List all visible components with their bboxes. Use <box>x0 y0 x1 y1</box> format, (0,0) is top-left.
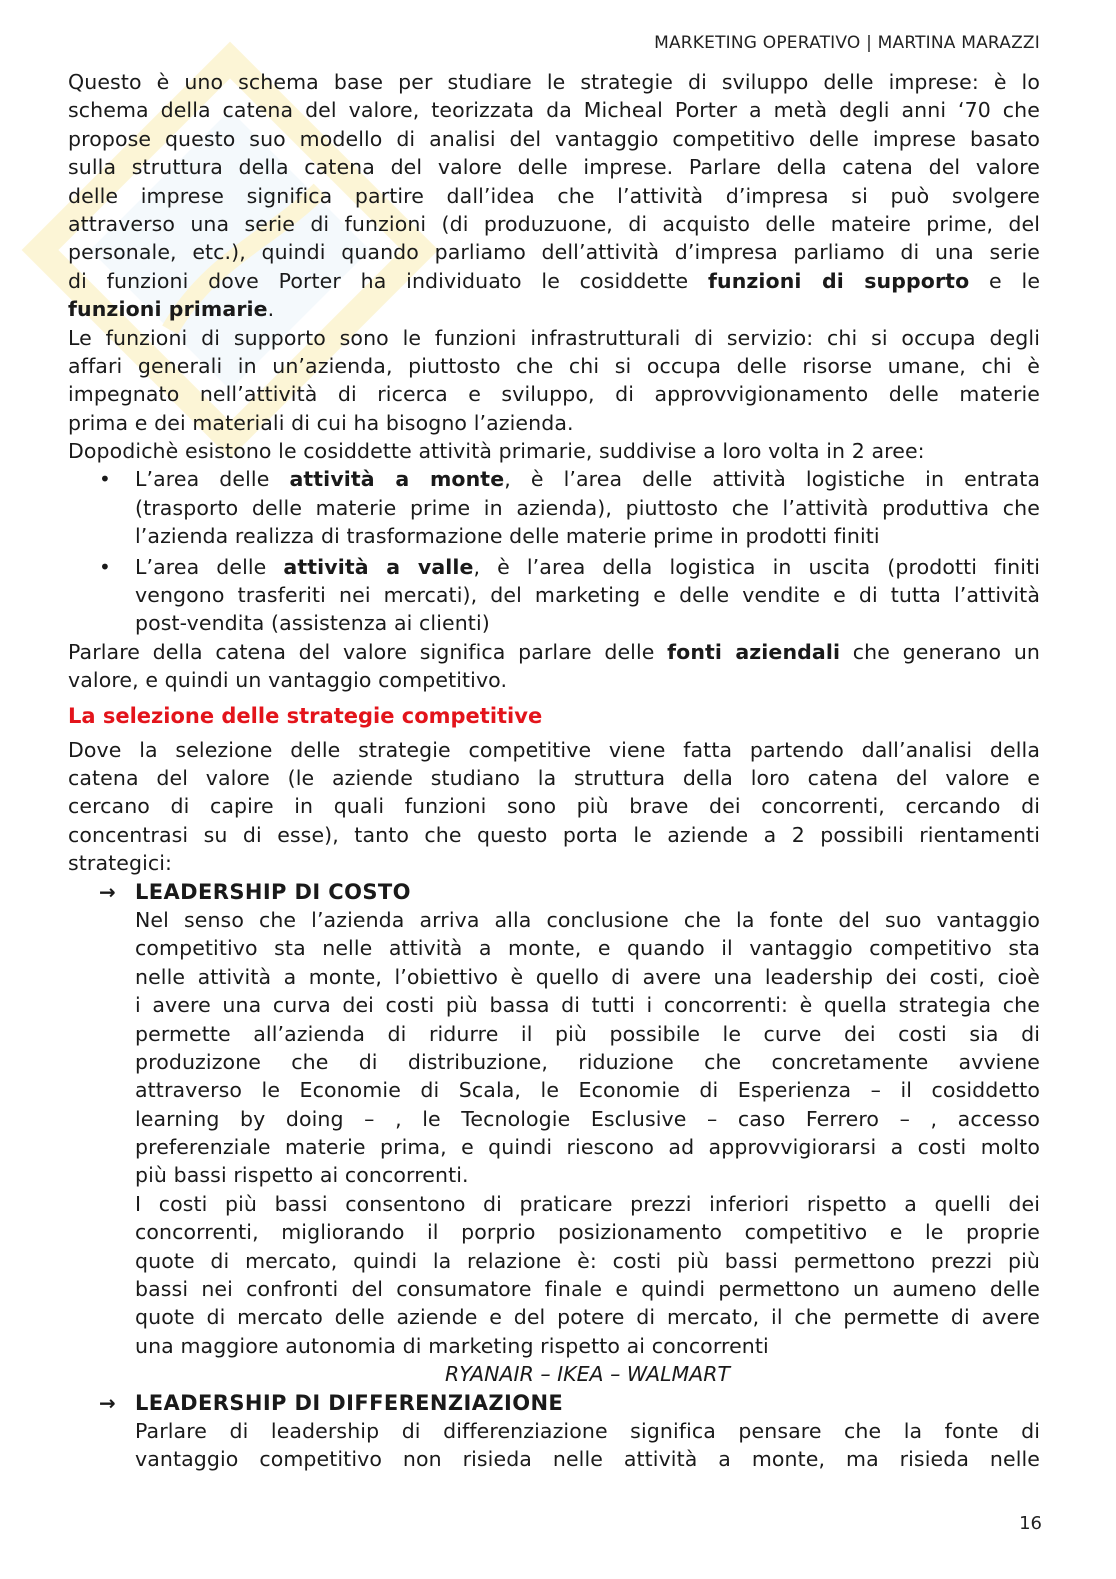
list-item-cost-leadership <box>99 878 1040 1361</box>
text-line: di funzioni dove Porter ha individuato le cosiddette funzioni di supporto e le <box>68 268 1041 293</box>
bold-term: fonti aziendali <box>667 639 841 664</box>
bold-term: funzioni di supporto <box>707 268 970 293</box>
text-line: attraverso una serie di funzioni (di produzuone, di acquisto delle mateire prime, del <box>68 211 1040 236</box>
text-line: post-vendita (assistenza ai clienti) <box>135 611 490 636</box>
text-line: Dove la selezione delle strategie competitive viene fatta partendo dall’analisi della <box>68 737 1040 762</box>
paragraph-primary-activities: Dopodichè esistono le cosiddette attività primarie, suddivise a loro volta in 2 aree: <box>68 439 925 464</box>
paragraph-competitive-strategies <box>68 736 1040 878</box>
text-line: personale, etc.), quindi quando parliamo dell’attività d’impresa parliamo di una serie <box>68 240 1040 265</box>
paragraph-value-chain <box>68 638 1040 695</box>
text-line: prima e dei materiali di cui ha bisogno l’azienda. <box>68 410 574 435</box>
arrow-right-icon: → <box>99 1390 116 1415</box>
text-line: vantaggio competitivo non risieda nelle attività a monte, ma risieda nelle <box>135 1447 1040 1472</box>
text-line: schema della catena del valore, teorizzata da Micheal Porter a metà degli anni ‘70 che <box>68 98 1040 123</box>
text-line: produzizone che di distribuzione, riduzione che concretamente avviene <box>135 1049 1040 1074</box>
text-line: più bassi rispetto ai concorrenti. <box>135 1163 469 1188</box>
subheading: LEADERSHIP DI DIFFERENZIAZIONE <box>135 1390 564 1415</box>
text-line: Nel senso che l’azienda arriva alla conclusione che la fonte del suo vantaggio <box>135 907 1040 932</box>
text-line: propose questo suo modello di analisi del vantaggio competitivo delle imprese basato <box>68 126 1040 151</box>
text-line: competitivo sta nelle attività a monte, e quando il vantaggio competitivo sta <box>135 936 1040 961</box>
list-item <box>99 465 1041 550</box>
bold-term: attività a monte <box>289 467 505 492</box>
arrow-right-icon: → <box>99 879 116 904</box>
text-line: learning by doing – , le Tecnologie Esclusive – caso Ferrero – , accesso <box>135 1106 1040 1131</box>
text-line: sulla struttura della catena del valore delle imprese. Parlare della catena del valore <box>68 155 1040 180</box>
bullet-icon: • <box>99 554 111 579</box>
text-line: valore, e quindi un vantaggio competitivo. <box>68 668 508 693</box>
text-line: attraverso le Economie di Scala, le Economie di Esperienza – il cosiddetto <box>135 1078 1040 1103</box>
text-line: concentrasi su di esse), tanto che questo porta le aziende a 2 possibili rientamenti <box>68 822 1040 847</box>
text-line: strategici: <box>68 851 173 876</box>
text-line: i avere una curva dei costi più bassa di tutti i concorrenti: è quella strategia che <box>135 993 1040 1018</box>
text-line: L’area delle attività a monte, è l’area delle attività logistiche in entrata <box>135 467 1041 492</box>
text-line: Questo è uno schema base per studiare le strategie di sviluppo delle imprese: è lo <box>68 70 1040 94</box>
bold-term: funzioni primarie <box>68 297 268 322</box>
section-heading: La selezione delle strategie competitive <box>68 703 543 728</box>
text-line: vengono trasferiti nei mercati), del marketing e delle vendite e di tutta l’attività <box>135 583 1040 608</box>
text-line: nelle attività a monte, l’obiettivo è quello di avere una leadership dei costi, cioè <box>135 964 1040 989</box>
list-item <box>99 553 1041 638</box>
text-line: bassi nei confronti del consumatore finale e quindi permettono un aumeno delle <box>135 1277 1040 1302</box>
text-line: quote di mercato, quindi la relazione è: costi più bassi permettono prezzi più <box>135 1248 1040 1273</box>
text-line: permette all’azienda di ridurre il più possibile le curve dei costi sia di <box>135 1021 1040 1046</box>
paragraph-support-functions <box>68 324 1040 438</box>
examples-line: RYANAIR – IKEA – WALMART <box>444 1362 731 1387</box>
paragraph-intro <box>68 68 1040 324</box>
text-line: Parlare di leadership di differenziazione significa pensare che la fonte di <box>135 1418 1040 1443</box>
text-line: l’azienda realizza di trasformazione delle materie prime in prodotti finiti <box>135 524 880 549</box>
text-line: quote di mercato delle aziende e del potere di mercato, il che permette di avere <box>135 1305 1040 1330</box>
text-line: (trasporto delle materie prime in azienda), piuttosto che l’attività produttiva che <box>135 495 1040 520</box>
text-line: cercano di capire in quali funzioni sono più brave dei concorrenti, cercando di <box>68 794 1040 819</box>
document-body <box>68 68 1040 1474</box>
bullet-icon: • <box>99 467 111 492</box>
text-line: catena del valore (le aziende studiano la struttura della loro catena del valore e <box>68 765 1040 790</box>
running-header: MARKETING OPERATIVO | MARTINA MARAZZI <box>654 33 1040 53</box>
bold-term: attività a valle <box>283 554 474 579</box>
text-line: L’area delle attività a valle, è l’area della logistica in uscita (prodotti finiti <box>135 554 1041 579</box>
text-line: una maggiore autonomia di marketing rispetto ai concorrenti <box>135 1333 769 1358</box>
text-line: Parlare della catena del valore significa parlare delle fonti aziendali che generano un <box>68 639 1041 664</box>
text-line: delle imprese significa partire dall’idea che l’attività d’impresa si può svolgere <box>68 183 1040 208</box>
text-line: concorrenti, migliorando il porprio posizionamento competitivo e le proprie <box>135 1220 1040 1245</box>
text-line: preferenziale materie prima, e quindi riescono ad approvvigiorarsi a costi molto <box>135 1135 1040 1160</box>
list-item-differentiation-leadership <box>99 1389 1040 1474</box>
text-line: affari generali in un’azienda, piuttosto che chi si occupa delle risorse umane, chi è <box>68 353 1040 378</box>
text-line: Le funzioni di supporto sono le funzioni infrastrutturali di servizio: chi si occupa degli <box>68 325 1040 350</box>
subheading: LEADERSHIP DI COSTO <box>135 879 411 904</box>
text-line: impegnato nell’attività di ricerca e sviluppo, di approvvigionamento delle materie <box>68 382 1040 407</box>
page-number: 16 <box>1019 1513 1042 1534</box>
text-line: I costi più bassi consentono di praticare prezzi inferiori rispetto a quelli dei <box>135 1191 1040 1216</box>
text-line: funzioni primarie. <box>68 297 275 322</box>
